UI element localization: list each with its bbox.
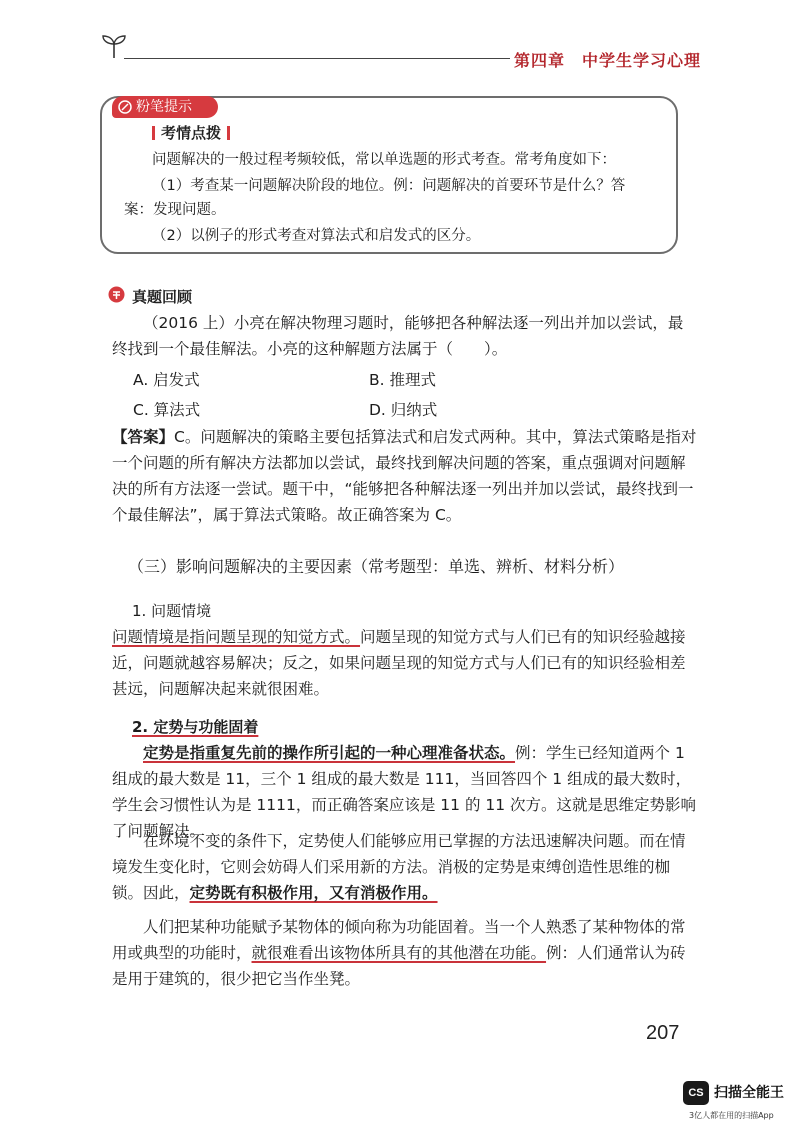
scanner-logo: CS xyxy=(683,1081,709,1105)
subsection-1-paragraph xyxy=(112,624,698,702)
subsection-2-lead: 定势是指重复先前的操作所引起的一种心理准备状态。 xyxy=(143,744,516,762)
tip-tag-label: 粉笔提示 xyxy=(136,99,192,115)
fixedness-text-a: 人们把某种功能赋予某物体的倾向称为功能固着。当一个人熟悉了某种物体的常用或典型的功能时， xyxy=(112,918,686,962)
header-rule xyxy=(124,58,510,59)
option-d: D. 归纳式 xyxy=(369,401,438,419)
subsection-2-title xyxy=(132,716,258,737)
option-a: A. 启发式 xyxy=(133,371,200,389)
option-c: C. 算法式 xyxy=(133,401,201,419)
scanner-slogan: 3亿人都在用的扫描App xyxy=(689,1111,774,1120)
tip-box xyxy=(100,96,678,254)
chapter-title: 第四章 中学生学习心理 xyxy=(514,51,702,70)
set-paragraph-emphasis: 定势既有积极作用，又有消极作用。 xyxy=(189,884,438,902)
set-paragraph-text: 在环境不变的条件下，定势使人们能够应用已掌握的方法迅速解决问题。而在情境发生变化时，它则会妨碍人们采用新的方法。消极的定势是束缚创造性思维的枷锁。因此， xyxy=(112,832,686,902)
sprout-icon xyxy=(100,32,128,60)
answer-paragraph xyxy=(112,424,698,528)
tip-subtitle-text: 考情点拨 xyxy=(161,124,222,142)
answer-mark: 【答案】 xyxy=(112,428,175,446)
tip-tag xyxy=(112,96,218,118)
tip-subtitle xyxy=(146,122,236,143)
scanner-name: 扫描全能王 xyxy=(714,1085,784,1101)
review-heading xyxy=(132,286,192,307)
section-heading: （三）影响问题解决的主要因素（常考题型：单选、辨析、材料分析） xyxy=(128,557,625,576)
fixedness-text-c: 例：人们通常认为砖是用于建筑的，很少把它当作坐凳。 xyxy=(112,944,686,988)
subsection-1-rest: 问题呈现的知觉方式与人们已有的知识经验越接近，问题就越容易解决；反之，如果问题呈现的知觉方式与人们已有的知识经验相差甚远，问题解决起来就很困难。 xyxy=(112,628,686,698)
review-icon xyxy=(108,286,125,303)
tip-paragraph-1: 问题解决的一般过程考频较低，常以单选题的形式考查。常考角度如下： xyxy=(152,152,616,168)
question-text: （2016 上）小亮在解决物理习题时，能够把各种解法逐一列出并加以尝试，最终找到一个最佳解法。小亮的这种解题方法属于（ ）。 xyxy=(112,314,684,358)
fixedness-paragraph xyxy=(112,914,698,992)
option-b: B. 推理式 xyxy=(369,371,436,389)
subsection-2-rest: 例：学生已经知道两个 1 组成的最大数是 11，三个 1 组成的最大数是 111，当回答四个 1 组成的最大数时，学生会习惯性认为是 1111，而正确答案应该是 11 的 11 次方。这就是思维定势影响了问题解决。 xyxy=(112,744,697,840)
tip-paragraph-3: （2）以例子的形式考查对算法式和启发式的区分。 xyxy=(152,228,481,244)
subsection-2-title-text: 2. 定势与功能固着 xyxy=(132,718,259,736)
fixedness-emphasis: 就很难看出该物体所具有的其他潜在功能。 xyxy=(251,944,547,962)
page-number: 207 xyxy=(646,1022,680,1044)
set-paragraph xyxy=(112,828,698,906)
page-header xyxy=(100,30,700,70)
chalk-icon xyxy=(118,100,132,114)
subsection-1-lead: 问题情境是指问题呈现的知觉方式。 xyxy=(112,628,361,646)
subsection-1-title: 1. 问题情境 xyxy=(132,602,212,620)
tip-paragraph-2: （1）考查某一问题解决阶段的地位。例：问题解决的首要环节是什么？答案：发现问题。 xyxy=(124,178,626,218)
review-heading-text: 真题回顾 xyxy=(132,288,193,306)
answer-text: C。问题解决的策略主要包括算法式和启发式两种。其中，算法式策略是指对一个问题的所有解决方法都加以尝试，最终找到解决问题的答案，重点强调对问题解决的所有方法逐一尝试。题干中，“能够把各种解法逐一列出并加以尝试，最终找到一个最佳解法”，属于算法式策略。故正确答案为 C。 xyxy=(112,428,697,524)
